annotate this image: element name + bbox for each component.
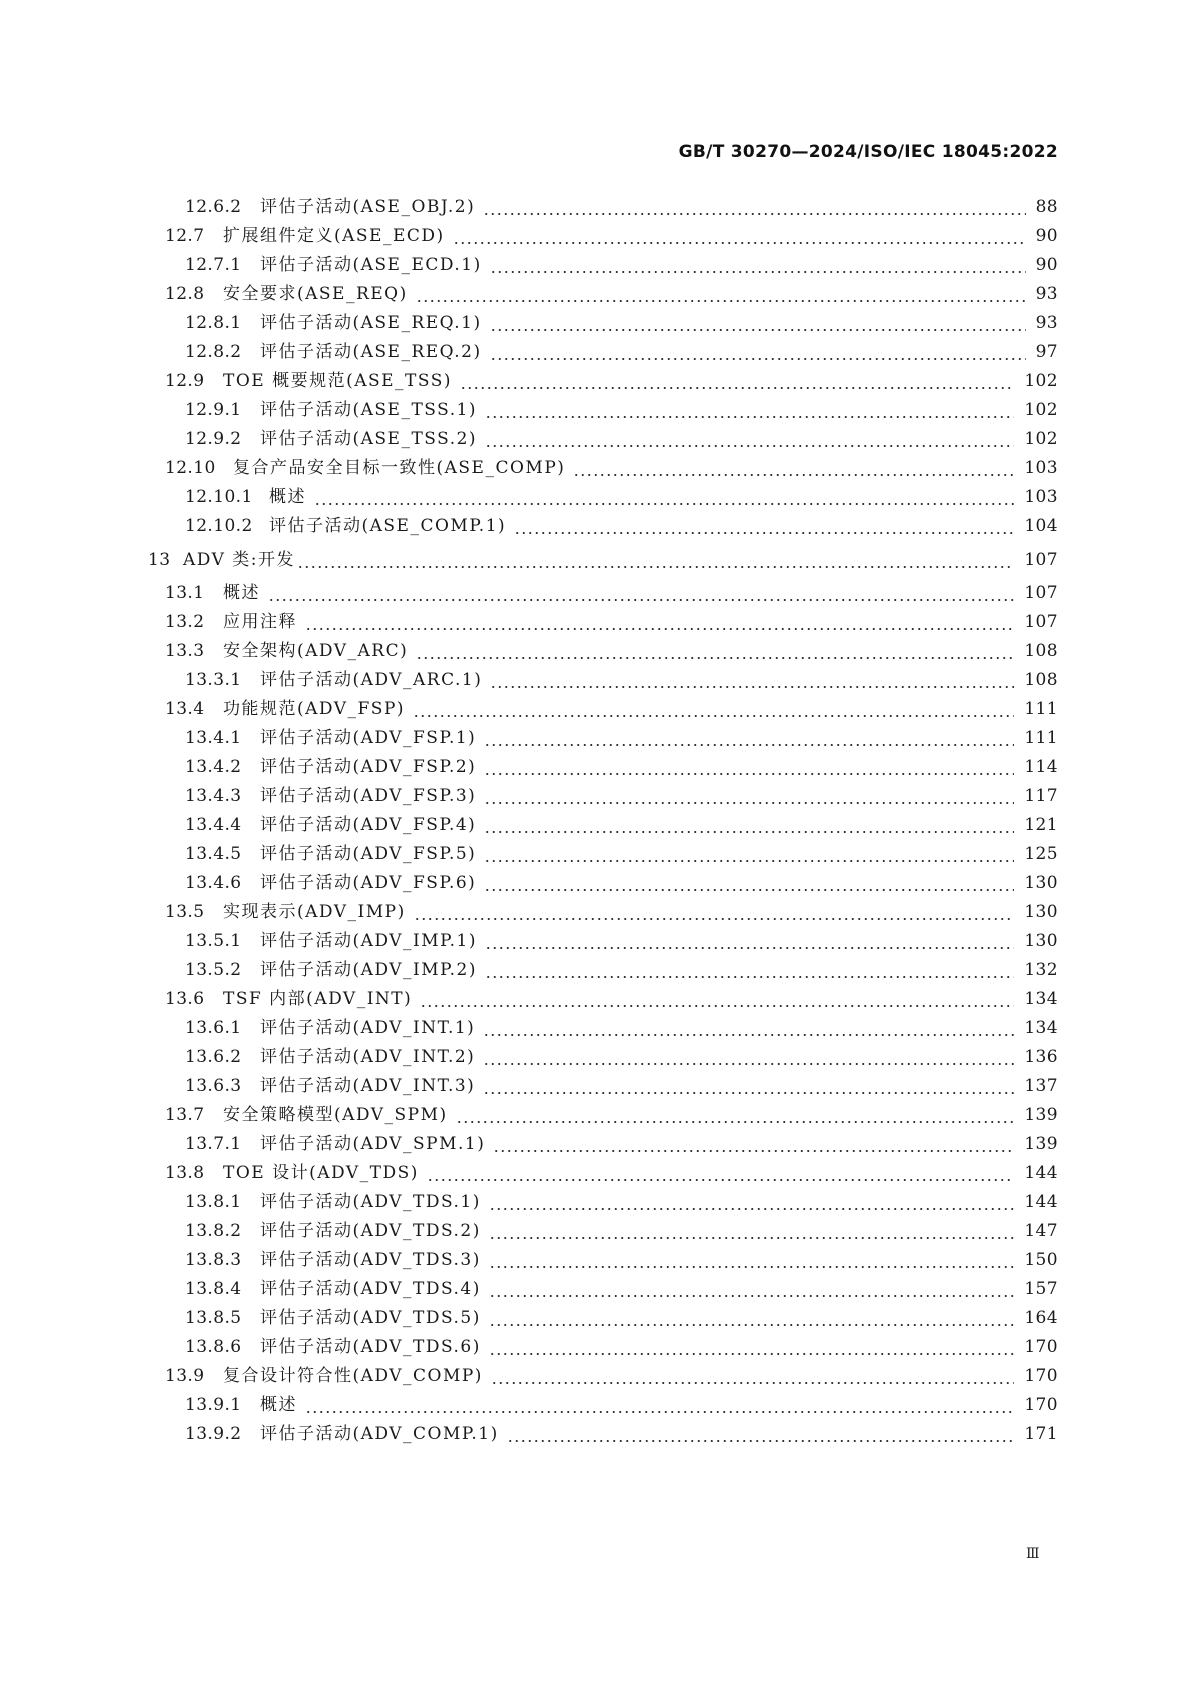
toc-entry[interactable]	[165, 369, 1058, 393]
toc-entry-number: 13	[148, 550, 171, 570]
toc-leader-dots	[484, 842, 1014, 866]
toc-entry-number: 13.8.3	[185, 1250, 242, 1270]
toc-entry-page: 108	[1024, 641, 1058, 661]
toc-entry[interactable]	[185, 958, 1058, 982]
toc-entry-page: 102	[1024, 429, 1058, 449]
toc-entry-number: 12.8	[165, 284, 205, 304]
toc-entry-title: 评估子活动(ADV_ARC.1)	[260, 670, 483, 690]
toc-leader-dots	[489, 1306, 1014, 1330]
toc-leader-dots	[483, 1045, 1014, 1069]
toc-entry-page: 164	[1024, 1308, 1058, 1328]
toc-entry[interactable]	[185, 1248, 1058, 1272]
toc-entry[interactable]	[185, 1393, 1058, 1417]
toc-entry[interactable]	[185, 311, 1058, 335]
toc-entry-title: TOE 设计(ADV_TDS)	[223, 1163, 419, 1183]
toc-leader-dots	[490, 668, 1014, 692]
toc-entry-title: 复合设计符合性(ADV_COMP)	[223, 1366, 483, 1386]
toc-entry-title: 评估子活动(ASE_TSS.1)	[260, 400, 478, 420]
toc-entry-title: 评估子活动(ADV_IMP.1)	[260, 931, 477, 951]
toc-entry[interactable]	[185, 1190, 1058, 1214]
toc-leader-dots	[489, 1335, 1014, 1359]
toc-entry-number: 12.10.1	[185, 487, 253, 507]
toc-entry-number: 13.4.1	[185, 728, 242, 748]
toc-entry-number: 13.4.2	[185, 757, 242, 777]
toc-entry-title: 评估子活动(ADV_FSP.1)	[260, 728, 477, 748]
toc-entry-page: 103	[1024, 458, 1058, 478]
toc-entry-page: 125	[1024, 844, 1058, 864]
toc-leader-dots	[420, 987, 1014, 1011]
toc-entry-page: 147	[1024, 1221, 1058, 1241]
toc-entry-title: 安全架构(ADV_ARC)	[223, 641, 409, 661]
toc-leader-dots	[490, 253, 1026, 277]
toc-leader-dots	[414, 900, 1015, 924]
toc-leader-dots	[484, 726, 1014, 750]
toc-entry-number: 13.8.5	[185, 1308, 242, 1328]
toc-entry-number: 13.6.1	[185, 1018, 242, 1038]
toc-leader-dots	[305, 1393, 1014, 1417]
toc-entry-page: 90	[1035, 255, 1058, 275]
toc-leader-dots	[484, 784, 1014, 808]
toc-entry-page: 102	[1024, 400, 1058, 420]
toc-entry-number: 13.6	[165, 989, 205, 1009]
toc-entry-page: 170	[1024, 1337, 1058, 1357]
toc-entry-page: 114	[1024, 757, 1058, 777]
toc-entry-page: 130	[1024, 902, 1058, 922]
toc-entry[interactable]	[185, 842, 1058, 866]
toc-entry-page: 111	[1024, 699, 1058, 719]
toc-entry-page: 144	[1024, 1163, 1058, 1183]
toc-entry-title: 评估子活动(ASE_COMP.1)	[269, 516, 507, 536]
toc-entry-number: 13.5.2	[185, 960, 242, 980]
toc-entry[interactable]	[185, 253, 1058, 277]
toc-entry-title: 评估子活动(ADV_TDS.2)	[260, 1221, 481, 1241]
toc-entry-page: 130	[1024, 873, 1058, 893]
toc-leader-dots	[427, 1161, 1014, 1185]
toc-entry-number: 13.5	[165, 902, 205, 922]
toc-entry-title: 评估子活动(ADV_IMP.2)	[260, 960, 477, 980]
toc-entry-title: 评估子活动(ASE_OBJ.2)	[260, 197, 476, 217]
toc-entry-page: 93	[1035, 284, 1058, 304]
toc-entry-title: TOE 概要规范(ASE_TSS)	[223, 371, 453, 391]
toc-entry-title: 评估子活动(ASE_REQ.2)	[260, 342, 482, 362]
toc-entry[interactable]	[185, 726, 1058, 750]
toc-entry-page: 103	[1024, 487, 1058, 507]
toc-entry-number: 13.3	[165, 641, 205, 661]
toc-entry-title: 实现表示(ADV_IMP)	[223, 902, 406, 922]
toc-leader-dots	[416, 282, 1026, 306]
toc-entry-title: 评估子活动(ADV_FSP.6)	[260, 873, 477, 893]
toc-entry[interactable]	[165, 282, 1058, 306]
toc-entry[interactable]	[185, 929, 1058, 953]
toc-entry-number: 13.4.6	[185, 873, 242, 893]
toc-entry-title: 安全要求(ASE_REQ)	[223, 284, 408, 304]
toc-entry-title: 概述	[260, 1395, 297, 1415]
toc-entry[interactable]	[165, 1103, 1058, 1127]
toc-leader-dots	[489, 1277, 1014, 1301]
toc-entry-title: 概述	[223, 583, 260, 603]
toc-entry-title: 评估子活动(ADV_FSP.2)	[260, 757, 477, 777]
toc-leader-dots	[489, 1190, 1014, 1214]
toc-entry-title: 评估子活动(ASE_REQ.1)	[260, 313, 482, 333]
page-number-footer: Ⅲ	[1026, 1546, 1039, 1562]
toc-entry-title: 评估子活动(ASE_TSS.2)	[260, 429, 478, 449]
toc-entry-number: 13.8.4	[185, 1279, 242, 1299]
toc-entry-title: 评估子活动(ADV_INT.3)	[260, 1076, 476, 1096]
toc-entry[interactable]	[185, 668, 1058, 692]
toc-entry-page: 107	[1024, 550, 1058, 570]
toc-entry-page: 97	[1035, 342, 1058, 362]
toc-entry-title: 应用注释	[223, 612, 297, 632]
toc-entry[interactable]	[185, 871, 1058, 895]
toc-entry-title: ADV 类:开发	[183, 550, 296, 570]
toc-entry[interactable]	[185, 813, 1058, 837]
toc-entry-number: 13.2	[165, 612, 205, 632]
toc-entry[interactable]	[185, 1074, 1058, 1098]
toc-entry-page: 104	[1024, 516, 1058, 536]
toc-entry-title: 评估子活动(ADV_COMP.1)	[260, 1424, 499, 1444]
toc-entry-page: 139	[1024, 1105, 1058, 1125]
toc-entry[interactable]	[185, 340, 1058, 364]
toc-leader-dots	[490, 340, 1026, 364]
toc-entry-title: 复合产品安全目标一致性(ASE_COMP)	[233, 458, 566, 478]
toc-entry[interactable]	[165, 1161, 1058, 1185]
toc-entry[interactable]	[185, 514, 1058, 538]
toc-entry-title: 评估子活动(ADV_FSP.4)	[260, 815, 477, 835]
toc-entry[interactable]	[165, 456, 1058, 480]
toc-entry[interactable]	[165, 987, 1058, 1011]
toc-entry-page: 108	[1024, 670, 1058, 690]
toc-entry-page: 132	[1024, 960, 1058, 980]
toc-entry-title: 扩展组件定义(ASE_ECD)	[223, 226, 445, 246]
toc-leader-dots	[314, 485, 1014, 509]
toc-entry-number: 12.7.1	[185, 255, 242, 275]
toc-leader-dots	[483, 1016, 1014, 1040]
toc-leader-dots	[491, 1364, 1014, 1388]
toc-entry[interactable]	[165, 697, 1058, 721]
toc-leader-dots	[485, 929, 1014, 953]
toc-entry[interactable]	[185, 1132, 1058, 1156]
toc-entry-title: 评估子活动(ADV_TDS.4)	[260, 1279, 481, 1299]
toc-entry[interactable]	[185, 485, 1058, 509]
toc-entry-page: 170	[1024, 1395, 1058, 1415]
toc-entry[interactable]	[185, 1219, 1058, 1243]
toc-leader-dots	[453, 224, 1026, 248]
toc-leader-dots	[514, 514, 1014, 538]
toc-entry-number: 13.8	[165, 1163, 205, 1183]
toc-leader-dots	[485, 427, 1014, 451]
toc-entry-page: 136	[1024, 1047, 1058, 1067]
toc-entry-page: 157	[1024, 1279, 1058, 1299]
toc-entry[interactable]	[185, 1016, 1058, 1040]
toc-entry-number: 13.7.1	[185, 1134, 242, 1154]
toc-entry-number: 13.5.1	[185, 931, 242, 951]
toc-leader-dots	[485, 958, 1014, 982]
toc-leader-dots	[413, 697, 1014, 721]
toc-entry-title: 评估子活动(ADV_SPM.1)	[260, 1134, 486, 1154]
toc-entry-number: 12.10	[165, 458, 216, 478]
toc-entry-number: 13.6.3	[185, 1076, 242, 1096]
toc-leader-dots	[484, 813, 1014, 837]
toc-entry-title: 安全策略模型(ADV_SPM)	[223, 1105, 448, 1125]
toc-leader-dots	[297, 548, 1014, 572]
toc-entry-title: 评估子活动(ADV_INT.1)	[260, 1018, 476, 1038]
toc-entry[interactable]	[165, 900, 1058, 924]
toc-entry-number: 13.6.2	[185, 1047, 242, 1067]
toc-entry-number: 12.10.2	[185, 516, 253, 536]
toc-leader-dots	[484, 871, 1014, 895]
toc-entry-page: 102	[1024, 371, 1058, 391]
toc-entry-number: 13.9	[165, 1366, 205, 1386]
toc-entry-title: 评估子活动(ADV_INT.2)	[260, 1047, 476, 1067]
toc-entry-title: TSF 内部(ADV_INT)	[223, 989, 413, 1009]
toc-entry-number: 13.1	[165, 583, 205, 603]
toc-entry-title: 评估子活动(ASE_ECD.1)	[260, 255, 482, 275]
toc-leader-dots	[456, 1103, 1015, 1127]
toc-entry[interactable]	[185, 427, 1058, 451]
toc-entry-number: 12.9.2	[185, 429, 242, 449]
toc-entry-page: 117	[1024, 786, 1058, 806]
toc-entry-title: 评估子活动(ADV_TDS.6)	[260, 1337, 481, 1357]
toc-entry-number: 13.4.3	[185, 786, 242, 806]
toc-entry-number: 12.9	[165, 371, 205, 391]
toc-entry-number: 13.3.1	[185, 670, 242, 690]
toc-entry-number: 13.9.2	[185, 1424, 242, 1444]
toc-entry-title: 评估子活动(ADV_TDS.1)	[260, 1192, 481, 1212]
toc-entry-page: 121	[1024, 815, 1058, 835]
toc-entry-page: 139	[1024, 1134, 1058, 1154]
toc-entry[interactable]	[165, 1364, 1058, 1388]
toc-leader-dots	[489, 1248, 1014, 1272]
toc-leader-dots	[305, 610, 1014, 634]
toc-entry-page: 144	[1024, 1192, 1058, 1212]
toc-entry-number: 12.8.2	[185, 342, 242, 362]
toc-entry-page: 134	[1024, 989, 1058, 1009]
toc-entry-number: 13.8.6	[185, 1337, 242, 1357]
toc-leader-dots	[485, 398, 1014, 422]
toc-entry[interactable]	[165, 639, 1058, 663]
toc-entry-title: 功能规范(ADV_FSP)	[223, 699, 406, 719]
toc-entry[interactable]	[185, 1335, 1058, 1359]
toc-entry-page: 90	[1035, 226, 1058, 246]
toc-leader-dots	[268, 581, 1014, 605]
toc-entry-number: 13.8.1	[185, 1192, 242, 1212]
toc-entry-title: 概述	[269, 487, 306, 507]
toc-entry-page: 171	[1024, 1424, 1058, 1444]
toc-leader-dots	[460, 369, 1014, 393]
toc-entry-page: 134	[1024, 1018, 1058, 1038]
toc-entry-number: 13.4.5	[185, 844, 242, 864]
toc-entry-page: 150	[1024, 1250, 1058, 1270]
toc-entry[interactable]	[185, 398, 1058, 422]
toc-entry-number: 12.9.1	[185, 400, 242, 420]
toc-entry-number: 13.4.4	[185, 815, 242, 835]
toc-leader-dots	[507, 1422, 1015, 1446]
toc-entry-number: 12.8.1	[185, 313, 242, 333]
toc-entry-number: 12.7	[165, 226, 205, 246]
toc-entry[interactable]	[185, 784, 1058, 808]
toc-entry[interactable]	[185, 195, 1058, 219]
toc-entry-page: 107	[1024, 612, 1058, 632]
toc-entry-number: 13.9.1	[185, 1395, 242, 1415]
toc-entry-page: 93	[1035, 313, 1058, 333]
toc-entry-number: 13.8.2	[185, 1221, 242, 1241]
toc-entry-page: 130	[1024, 931, 1058, 951]
toc-entry[interactable]	[185, 1277, 1058, 1301]
toc-entry[interactable]	[165, 224, 1058, 248]
toc-entry[interactable]	[185, 1045, 1058, 1069]
toc-leader-dots	[573, 456, 1014, 480]
toc-entry[interactable]	[185, 755, 1058, 779]
toc-entry-page: 88	[1035, 197, 1058, 217]
toc-entry-title: 评估子活动(ADV_FSP.5)	[260, 844, 477, 864]
toc-entry[interactable]	[185, 1422, 1058, 1446]
toc-leader-dots	[483, 1074, 1014, 1098]
toc-leader-dots	[483, 195, 1025, 219]
toc-entry-title: 评估子活动(ADV_TDS.5)	[260, 1308, 481, 1328]
toc-entry-page: 111	[1024, 728, 1058, 748]
toc-entry-number: 13.7	[165, 1105, 205, 1125]
toc-entry-title: 评估子活动(ADV_FSP.3)	[260, 786, 477, 806]
toc-leader-dots	[484, 755, 1014, 779]
toc-entry-page: 107	[1024, 583, 1058, 603]
toc-entry-number: 13.4	[165, 699, 205, 719]
toc-entry-page: 170	[1024, 1366, 1058, 1386]
toc-leader-dots	[416, 639, 1014, 663]
toc-entry[interactable]	[165, 610, 1058, 634]
toc-entry-page: 137	[1024, 1076, 1058, 1096]
toc-leader-dots	[490, 311, 1026, 335]
toc-entry[interactable]	[185, 1306, 1058, 1330]
toc-entry-number: 12.6.2	[185, 197, 242, 217]
toc-leader-dots	[493, 1132, 1014, 1156]
toc-entry-chapter[interactable]	[148, 548, 1058, 572]
toc-entry-title: 评估子活动(ADV_TDS.3)	[260, 1250, 481, 1270]
page-header-standard-code: GB/T 30270—2024/ISO/IEC 18045:2022	[678, 142, 1058, 162]
toc-entry[interactable]	[165, 581, 1058, 605]
toc-leader-dots	[489, 1219, 1014, 1243]
